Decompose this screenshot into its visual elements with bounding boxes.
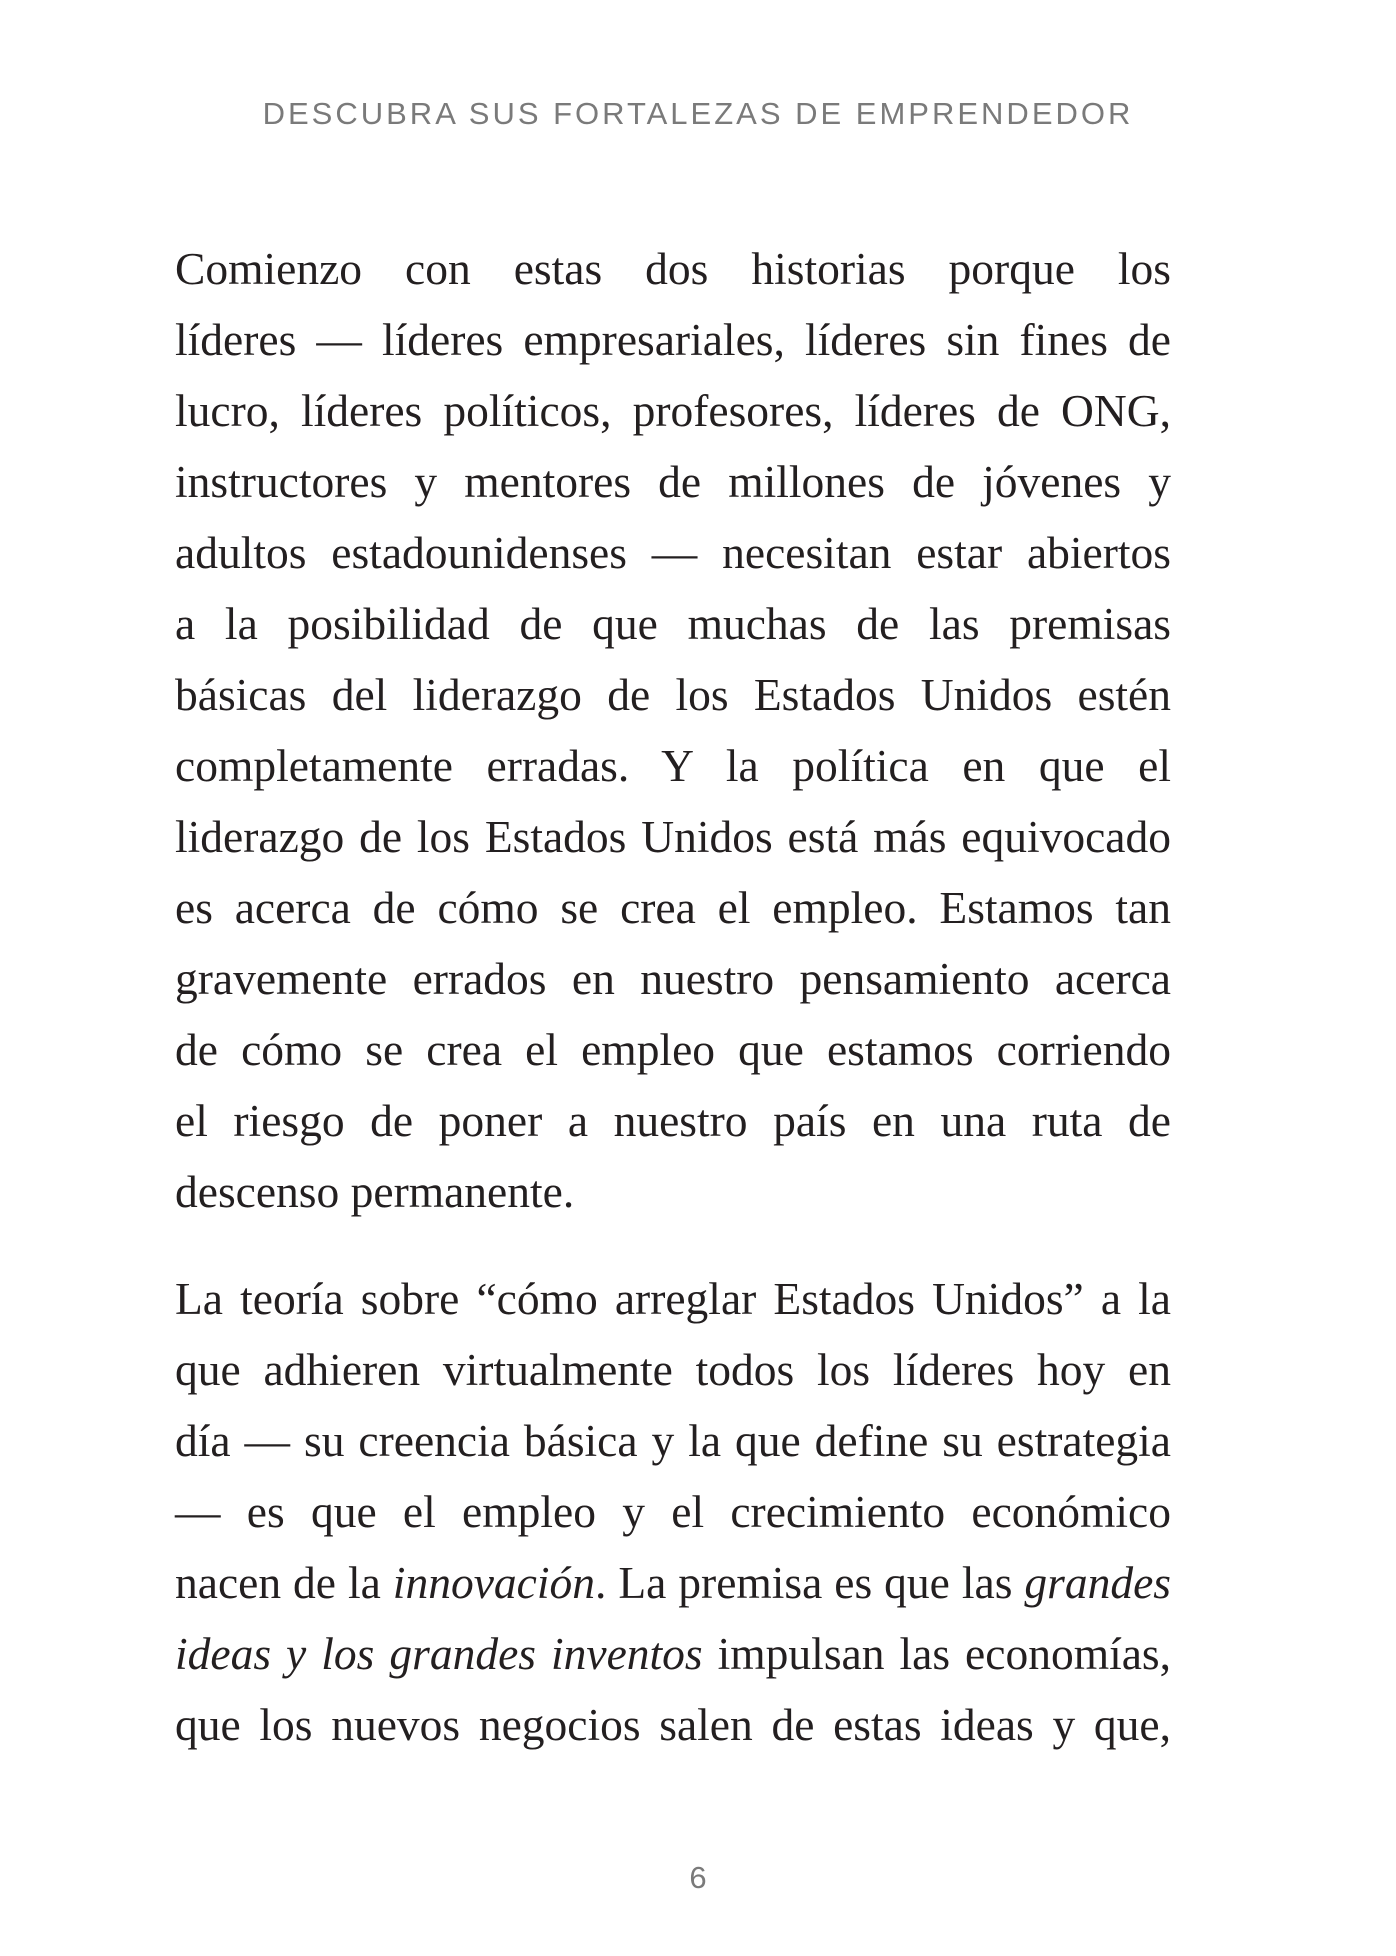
- italic-emphasis: innovación: [392, 1557, 595, 1608]
- body-text: [175, 233, 1171, 1760]
- text-line: líderes — líderes empresariales, líderes sin fines de: [175, 314, 1171, 365]
- text-line: que adhieren virtualmente todos los líderes hoy en: [175, 1344, 1171, 1395]
- text-line: instructores y mentores de millones de jóvenes y: [175, 456, 1171, 507]
- text-line: lucro, líderes políticos, profesores, líderes de ONG,: [175, 385, 1171, 436]
- text-line: día — su creencia básica y la que define su estrategia: [175, 1415, 1171, 1466]
- text-line: adultos estadounidenses — necesitan estar abiertos: [175, 527, 1171, 578]
- text-line: La teoría sobre “cómo arreglar Estados Unidos” a la: [175, 1273, 1171, 1324]
- text-run: nacen de la: [175, 1557, 393, 1608]
- text-line: liderazgo de los Estados Unidos está más equivocado: [175, 811, 1171, 862]
- running-header: DESCUBRA SUS FORTALEZAS DE EMPRENDEDOR: [262, 96, 1134, 131]
- text-line: [175, 1547, 1171, 1618]
- text-line: descenso permanente.: [175, 1166, 575, 1217]
- text-line: básicas del liderazgo de los Estados Unidos estén: [175, 669, 1171, 720]
- text-line: gravemente errados en nuestro pensamiento acerca: [175, 953, 1171, 1004]
- text-line: que los nuevos negocios salen de estas ideas y que,: [175, 1699, 1171, 1750]
- page-number: 6: [689, 1860, 707, 1895]
- paragraph-1: [175, 233, 1171, 1227]
- text-line: Comienzo con estas dos historias porque los: [175, 243, 1171, 294]
- text-run: impulsan las economías,: [702, 1628, 1171, 1679]
- text-run: . La premisa es que las: [594, 1557, 1025, 1608]
- paragraph-2: [175, 1263, 1171, 1760]
- italic-emphasis: grandes: [1024, 1557, 1171, 1608]
- text-line: de cómo se crea el empleo que estamos corriendo: [175, 1024, 1171, 1075]
- text-line: completamente erradas. Y la política en que el: [175, 740, 1171, 791]
- text-line: es acerca de cómo se crea el empleo. Estamos tan: [175, 882, 1171, 933]
- text-line: — es que el empleo y el crecimiento económico: [175, 1486, 1171, 1537]
- text-line: [175, 1618, 1171, 1689]
- text-line: el riesgo de poner a nuestro país en una ruta de: [175, 1095, 1171, 1146]
- text-line: a la posibilidad de que muchas de las premisas: [175, 598, 1171, 649]
- italic-emphasis: ideas y los grandes inventos: [175, 1628, 703, 1679]
